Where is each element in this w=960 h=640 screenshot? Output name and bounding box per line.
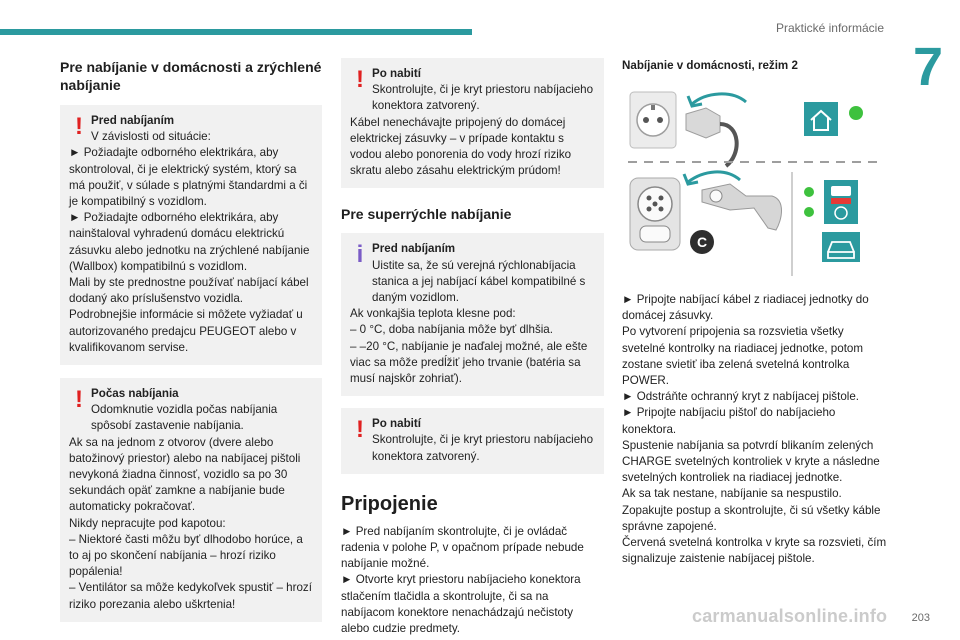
section-heading-superfast: Pre superrýchle nabíjanie (341, 206, 512, 223)
box-text: Kábel nenechávajte pripojený do domácej elektrickej zásuvky – v prípade kontaktu s vodou alebo ponorenia do vody hrozí riziko skratu alebo zásahu elektrickým prúdom! (350, 115, 572, 178)
paragraph: ► Otvorte kryt priestoru nabíjacieho konektora stlačením tlačidla a skontrolujte, či sa na nabíjacom konektore nenachádzajú nečistoty alebo cudzie predmety. (341, 573, 581, 636)
svg-text:C: C (696, 234, 708, 250)
charge-led-green (804, 207, 814, 217)
control-unit-home-icon (804, 102, 838, 136)
vehicle-charging-inlet-icon (630, 178, 680, 250)
box-text: Odomknutie vozidla počas nabíjania spôsobí zastavenie nabíjania. (91, 403, 278, 433)
charging-gun-icon (702, 184, 782, 230)
box-title: Pred nabíjaním (91, 114, 175, 127)
box-text: Ak vonkajšia teplota klesne pod: (350, 307, 516, 321)
paragraph: Zopakujte postup a skontrolujte, či sú všetky káble správne zapojené. (622, 503, 881, 533)
badge-c (690, 230, 714, 254)
warning-box-before-charging (60, 105, 322, 365)
charge-led-green (804, 187, 814, 197)
paragraph: Po vytvorení pripojenia sa rozsvietia všetky svetelné kontrolky na riadiacej jednotke, potom zostane svietiť iba zelená svetelná kontrolka POWER. (622, 325, 864, 388)
paragraph: ► Pripojte nabíjací kábel z riadiacej jednotky do domácej zásuvky. (622, 293, 869, 323)
box-text: Skontrolujte, či je kryt priestoru nabíjacieho konektora zatvorený. (372, 83, 594, 113)
box-text: Nikdy nepracujte pod kapotou: (69, 516, 226, 530)
section-heading-connection: Pripojenie (341, 492, 438, 515)
paragraph: ► Odstráňte ochranný kryt z nabíjacej pištole. (622, 390, 860, 404)
plug-icon (686, 108, 737, 166)
box-text: Ak sa na jednom z otvorov (dvere alebo batožinový priestor) alebo na nabíjacej pištoli nevykoná žiadna činnosť, vozidlo sa po 30 sekundách opäť zamkne a nabíjanie bude automaticky pokračovať. (69, 435, 301, 514)
box-title: Počas nabíjania (91, 387, 179, 401)
section-heading-home-charging: Pre nabíjanie v domácnosti a zrýchlené nabíjanie (60, 59, 322, 93)
box-text: – Ventilátor sa môže kedykoľvek spustiť – hrozí riziko porezania alebo uškrtenia! (69, 581, 312, 611)
vehicle-icon (822, 232, 860, 262)
paragraph: Ak sa tak nestane, nabíjanie sa nespustilo. (622, 487, 842, 501)
header-accent-bar (0, 29, 472, 35)
box-title: Pred nabíjaním (372, 242, 456, 256)
box-text: V závislosti od situácie: (91, 130, 211, 144)
info-box-before-charging (341, 233, 604, 396)
column-3 (622, 58, 890, 567)
box-text: Podrobnejšie informácie si môžete vyžiadať u autorizovaného predajcu PEUGEOT alebo v kvalifikovanom servise. (69, 308, 303, 354)
warning-exclamation-icon: ! (75, 113, 83, 140)
box-text: ► Požiadajte odborného elektrikára, aby nainštaloval vyhradenú domácu elektrickú zásuvku alebo jednotku na zrýchlené nabíjanie (Wallbox) kompatibilnú s vozidlom. (69, 211, 310, 273)
box-text: – 0 °C, doba nabíjania môže byť dlhšia. (350, 323, 553, 337)
box-text: Skontrolujte, či je kryt priestoru nabíjacieho konektora zatvorený. (372, 433, 594, 463)
column-2 (341, 58, 604, 637)
watermark: carmanualsonline.info (692, 606, 888, 626)
box-text: – Niektoré časti môžu byť dlhodobo horúce, a to aj po skončení nabíjania – hrozí riziko popálenia! (69, 532, 303, 579)
box-text: Uistite sa, že sú verejná rýchlonabíjacia stanica a jej nabíjací kábel kompatibilné s daným vozidlom. (372, 258, 586, 305)
warning-box-after-charging (341, 58, 604, 188)
box-title: Po nabití (372, 67, 421, 80)
warning-exclamation-icon: ! (356, 416, 364, 444)
box-text: ► Požiadajte odborného elektrikára, aby skontroloval, či je elektrický systém, ktorý sa má použiť, v súlade s platnými štandardmi a či je kompatibilný s vozidlom. (69, 146, 308, 209)
paragraph: ► Pripojte nabíjaciu pištoľ do nabíjacieho konektora. (622, 406, 836, 436)
power-led-green (849, 106, 863, 120)
box-text: – –20 °C, nabíjanie je naďalej možné, ale ešte viac sa môže predĺžiť jeho trvanie (batéria sa musí najskôr zohriať). (350, 339, 588, 386)
page-number: 203 (911, 612, 930, 624)
column-1 (60, 58, 322, 622)
paragraph: Červená svetelná kontrolka v kryte sa rozsvieti, čím signalizuje zaistenie nabíjacej pištole. (622, 536, 887, 566)
paragraph: Spustenie nabíjania sa potvrdí blikaním zelených CHARGE svetelných kontroliek v kryte a následne svetelných kontroliek na riadiacej jednotke. (622, 438, 880, 485)
box-text: Mali by ste prednostne používať nabíjací kábel dodaný ako príslušenstvo vozidla. (69, 276, 309, 306)
warning-exclamation-icon: ! (356, 66, 364, 93)
charge-lock-indicator-icon (824, 180, 858, 224)
header-title: Praktické informácie (775, 21, 884, 35)
arrow-icon (692, 94, 746, 104)
box-title: Po nabití (372, 417, 421, 431)
domestic-socket-icon (630, 92, 676, 148)
warning-box-after-superfast (341, 408, 604, 474)
charging-illustration (622, 80, 890, 280)
figure-title: Nabíjanie v domácnosti, režim 2 (622, 59, 798, 72)
paragraph: ► Pred nabíjaním skontrolujte, či je ovládač radenia v polohe P, v opačnom prípade nebude nabíjanie možné. (341, 524, 584, 571)
warning-box-during-charging (60, 378, 322, 622)
warning-exclamation-icon: ! (75, 386, 83, 414)
arrow-icon (688, 172, 740, 182)
chapter-number: 7 (912, 37, 944, 97)
info-icon: i (356, 241, 364, 269)
